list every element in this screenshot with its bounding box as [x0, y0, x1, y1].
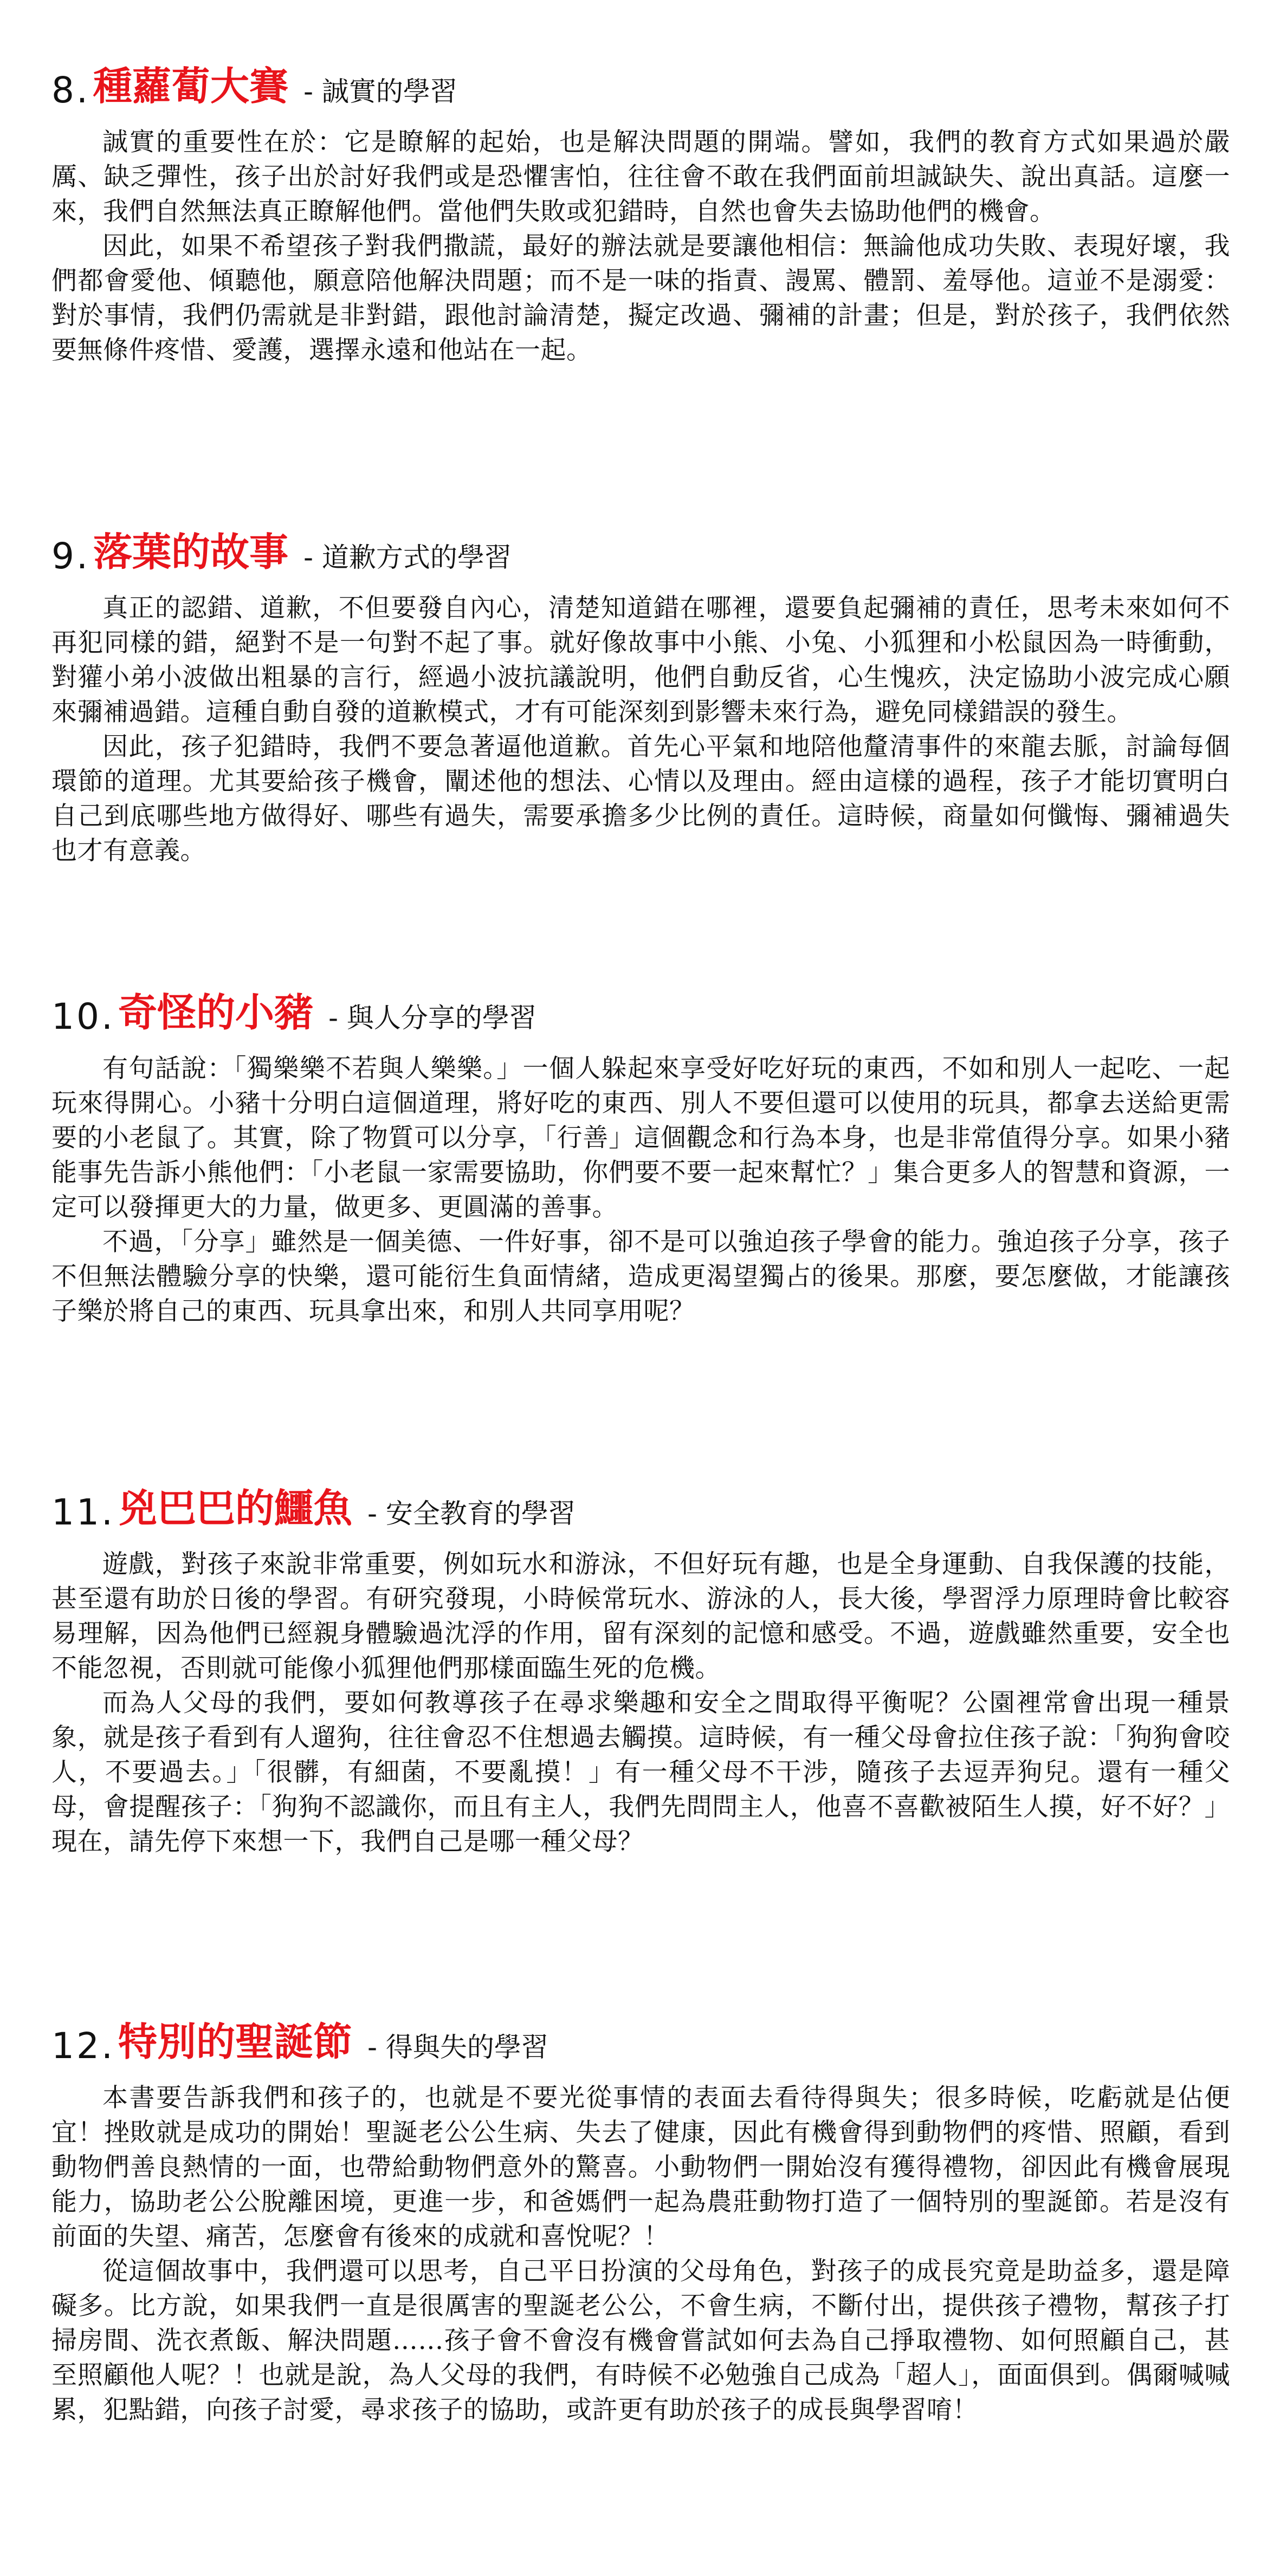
paragraph: 因此，孩子犯錯時，我們不要急著逼他道歉。首先心平氣和地陪他釐清事件的來龍去脈，討論每個環節的道理。尤其要給孩子機會，闡述他的想法、心情以及理由。經由這樣的過程，孩子才能切實明白自己到底哪些地方做得好、哪些有過失，需要承擔多少比例的責任。這時候，商量如何懺悔、彌補過失也才有意義。 [51, 732, 1230, 866]
section-number: 9. [51, 535, 90, 577]
paragraph: 本書要告訴我們和孩子的，也就是不要光從事情的表面去看待得與失；很多時候，吃虧就是佔便宜！挫敗就是成功的開始！聖誕老公公生病、失去了健康，因此有機會得到動物們的疼惜、照顧，看到動物們善良熱情的一面，也帶給動物們意外的驚喜。小動物們一開始沒有獲得禮物，卻因此有機會展現能力，協助老公公脫離困境，更進一步，和爸媽們一起為農莊動物打造了一個特別的聖誕節。若是沒有前面的失望、痛苦，怎麼會有後來的成就和喜悅呢？！ [51, 2083, 1230, 2251]
paragraph: 遊戲，對孩子來說非常重要，例如玩水和游泳，不但好玩有趣，也是全身運動、自我保護的技能，甚至還有助於日後的學習。有研究發現，小時候常玩水、游泳的人，長大後，學習浮力原理時會比較容易理解，因為他們已經親身體驗過沈浮的作用，留有深刻的記憶和感受。不過，遊戲雖然重要，安全也不能忽視，否則就可能像小狐狸他們那樣面臨生死的危機。 [51, 1549, 1230, 1683]
section-heading [51, 51, 1230, 111]
paragraph: 有句話說：「獨樂樂不若與人樂樂。」一個人躲起來享受好吃好玩的東西，不如和別人一起吃、一起玩來得開心。小豬十分明白這個道理，將好吃的東西、別人不要但還可以使用的玩具，都拿去送給更需要的小老鼠了。其實，除了物質可以分享，「行善」這個觀念和行為本身，也是非常值得分享。如果小豬能事先告訴小熊他們：「小老鼠一家需要協助，你們要不要一起來幫忙？」集合更多人的智慧和資源，一定可以發揮更大的力量，做更多、更圓滿的善事。 [51, 1054, 1230, 1222]
section-body [51, 125, 1230, 368]
section-body [51, 1547, 1230, 1859]
section-number: 10. [51, 996, 115, 1037]
paragraph: 而為人父母的我們，要如何教導孩子在尋求樂趣和安全之間取得平衡呢？公園裡常會出現一種景象，就是孩子看到有人遛狗，往往會忍不住想過去觸摸。這時候，有一種父母會拉住孩子說：「狗狗會咬人，不要過去。」「很髒，有細菌，不要亂摸！」有一種父母不干涉，隨孩子去逗弄狗兒。還有一種父母，會提醒孩子：「狗狗不認識你，而且有主人，我們先問問主人，他喜不喜歡被陌生人摸，好不好？」現在，請先停下來想一下，我們自己是哪一種父母？ [51, 1688, 1230, 1857]
section-12 [51, 2007, 1230, 2428]
section-title: 落葉的故事 [93, 529, 288, 575]
section-body [51, 2081, 1230, 2428]
section-10 [51, 978, 1230, 1329]
section-subtitle: - 誠實的學習 [303, 76, 457, 107]
section-number: 8. [51, 69, 90, 111]
paragraph: 因此，如果不希望孩子對我們撒謊，最好的辦法就是要讓他相信：無論他成功失敗、表現好壞，我們都會愛他、傾聽他，願意陪他解決問題；而不是一味的指責、謾罵、體罰、羞辱他。這並不是溺愛：對於事情，我們仍需就是非對錯，跟他討論清楚，擬定改過、彌補的計畫；但是，對於孩子，我們依然要無條件疼惜、愛護，選擇永遠和他站在一起。 [51, 231, 1230, 365]
section-subtitle: - 得與失的學習 [367, 2032, 548, 2063]
section-subtitle: - 安全教育的學習 [367, 1498, 576, 1529]
paragraph: 真正的認錯、道歉，不但要發自內心，清楚知道錯在哪裡，還要負起彌補的責任，思考未來如何不再犯同樣的錯，絕對不是一句對不起了事。就好像故事中小熊、小兔、小狐狸和小松鼠因為一時衝動，對獾小弟小波做出粗暴的言行，經過小波抗議說明，他們自動反省，心生愧疚，決定協助小波完成心願來彌補過錯。這種自動自發的道歉模式，才有可能深刻到影響未來行為，避免同樣錯誤的發生。 [51, 593, 1230, 727]
paragraph: 不過，「分享」雖然是一個美德、一件好事，卻不是可以強迫孩子學會的能力。強迫孩子分享，孩子不但無法體驗分享的快樂，還可能衍生負面情緒，造成更渴望獨占的後果。那麼，要怎麼做，才能讓孩子樂於將自己的東西、玩具拿出來，和別人共同享用呢？ [51, 1227, 1230, 1326]
section-heading [51, 2007, 1230, 2067]
section-11 [51, 1474, 1230, 1859]
section-title: 種蘿蔔大賽 [93, 63, 288, 109]
section-body [51, 1052, 1230, 1329]
paragraph: 從這個故事中，我們還可以思考，自己平日扮演的父母角色，對孩子的成長究竟是助益多，還是障礙多。比方說，如果我們一直是很厲害的聖誕老公公，不會生病，不斷付出，提供孩子禮物，幫孩子打掃房間、洗衣煮飯、解決問題……孩子會不會沒有機會嘗試如何去為自己掙取禮物、如何照顧自己，甚至照顧他人呢？！也就是說，為人父母的我們，有時候不必勉強自己成為「超人」，面面俱到。偶爾喊喊累，犯點錯，向孩子討愛，尋求孩子的協助，或許更有助於孩子的成長與學習唷！ [51, 2256, 1230, 2425]
section-title: 兇巴巴的鱷魚 [118, 1485, 352, 1531]
section-title: 特別的聖誕節 [118, 2019, 352, 2065]
section-body [51, 591, 1230, 868]
section-title: 奇怪的小豬 [118, 990, 313, 1035]
section-9 [51, 517, 1230, 868]
section-heading [51, 978, 1230, 1037]
section-heading [51, 517, 1230, 577]
section-subtitle: - 道歉方式的學習 [303, 542, 512, 573]
section-number: 11. [51, 1491, 115, 1533]
section-8 [51, 51, 1230, 368]
section-heading [51, 1474, 1230, 1533]
section-subtitle: - 與人分享的學習 [328, 1002, 536, 1034]
section-number: 12. [51, 2025, 115, 2067]
paragraph: 誠實的重要性在於：它是瞭解的起始，也是解決問題的開端。譬如，我們的教育方式如果過於嚴厲、缺乏彈性，孩子出於討好我們或是恐懼害怕，往往會不敢在我們面前坦誠缺失、說出真話。這麼一來，我們自然無法真正瞭解他們。當他們失敗或犯錯時，自然也會失去協助他們的機會。 [51, 127, 1230, 226]
